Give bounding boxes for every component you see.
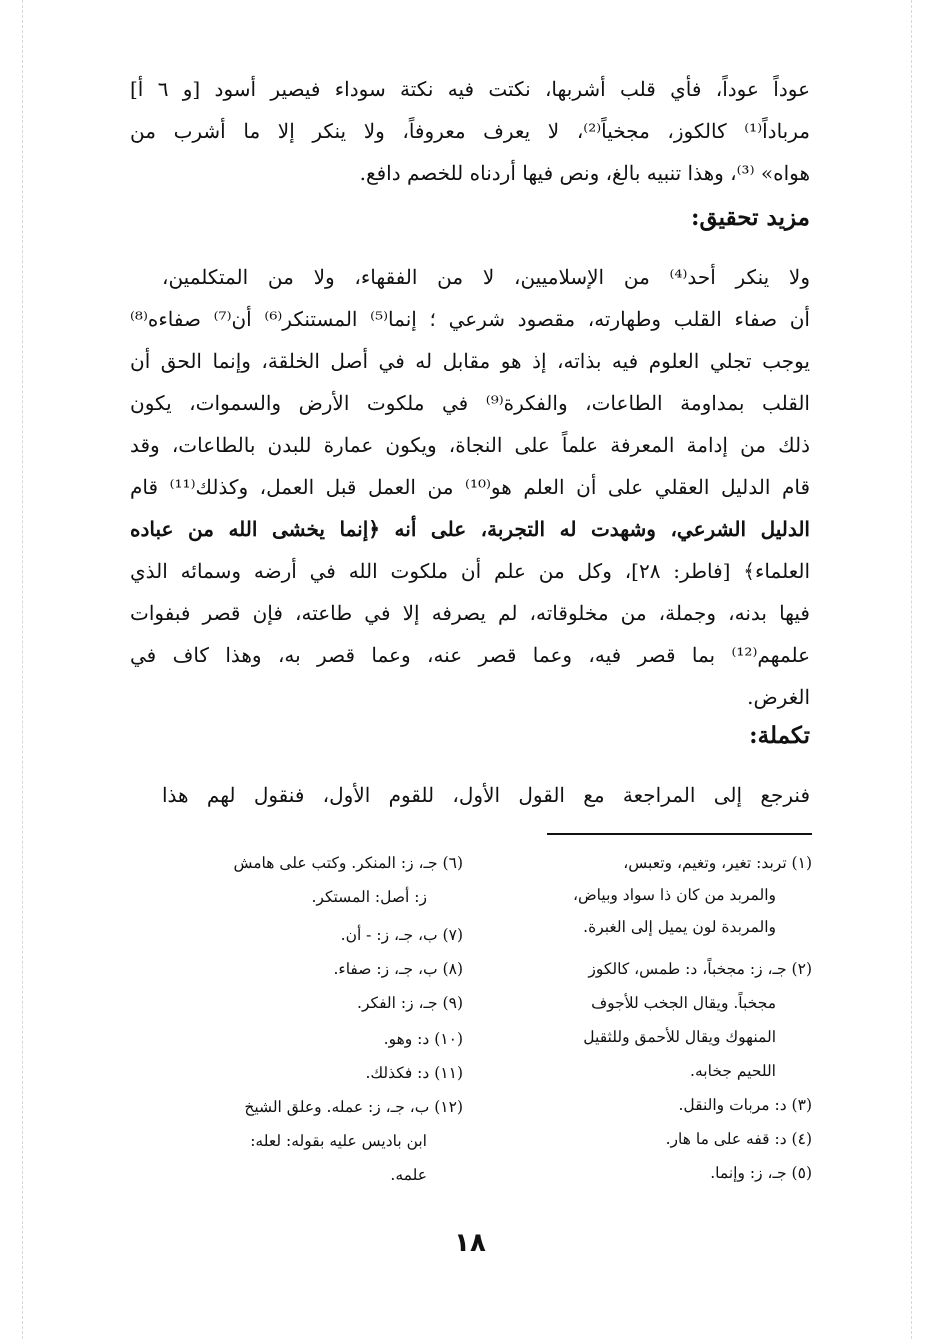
text-line: هواه» ⁽³⁾، وهذا تنبيه بالغ، ونص فيها أردناه للخصم دافع. (359, 161, 810, 185)
text-line: ذلك من إدامة المعرفة علماً على النجاة، ويكون عمارة للبدن بالطاعات، وقد (130, 433, 810, 457)
text-line: ولا ينكر أحد⁽⁴⁾ من الإسلاميين، لا من الفقهاء، ولا من المتكلمين، (162, 265, 810, 289)
page-number: ١٨ (454, 1228, 486, 1258)
footnote-line: علمه. (390, 1166, 427, 1184)
footnote-line: المنهوك ويقال للأحمق وللثقيل (583, 1028, 776, 1046)
left-margin-dots (22, 0, 23, 1339)
footnote-line: مجخباً. ويقال الجخب للأجوف (591, 994, 776, 1012)
text-line: عوداً عوداً، فأي قلب أشربها، نكتت فيه نكتة سوداء فيصير أسود [و ٦ أ] (130, 77, 811, 101)
footnote-line: (٣) د: مربات والنقل. (678, 1096, 812, 1114)
footnote-line: (١٠) د: وهو. (383, 1030, 463, 1048)
section-heading: تكملة: (749, 722, 810, 749)
text-line: فيها بدنه، وجملة، من مخلوقاته، لم يصرفه إلا في طاعته، فإن قصر فبفوات (130, 601, 810, 625)
footnote-line: والمربدة لون يميل إلى الغبرة. (583, 918, 776, 936)
section-heading: مزيد تحقيق: (691, 204, 810, 231)
text-line: علمهم⁽¹²⁾ بما قصر فيه، وعما قصر عنه، وعما قصر به، وهذا كاف في (130, 643, 810, 667)
text-line: قام الدليل العقلي على أن العلم هو⁽¹⁰⁾ من العمل قبل العمل، وكذلك⁽¹¹⁾ قام (130, 475, 810, 499)
footnote-line: ز: أصل: المستكر. (311, 888, 427, 906)
text-line: يوجب تجلي العلوم فيه بذاته، إذ هو مقابل له في أصل الخلقة، وإنما الحق أن (130, 349, 810, 373)
text-line: القلب بمداومة الطاعات، والفكرة⁽⁹⁾ في ملكوت الأرض والسموات، يكون (130, 391, 810, 415)
footnote-line: (٧) ب، جـ، ز: - أن. (340, 926, 463, 944)
right-margin-dots (911, 0, 912, 1339)
footnote-line: (٥) جـ، ز: وإنما. (710, 1164, 812, 1182)
footnote-line: ابن باديس عليه بقوله: لعله: (250, 1132, 427, 1150)
text-line: مرباداً⁽¹⁾ كالكوز، مجخياً⁽²⁾، لا يعرف معروفاً، ولا ينكر إلا ما أشرب من (130, 119, 810, 143)
text-line: فنرجع إلى المراجعة مع القول الأول، للقوم الأول، فنقول لهم هذا (162, 783, 810, 807)
text-line: أن صفاء القلب وطهارته، مقصود شرعي ؛ إنما⁽⁵⁾ المستنكر⁽⁶⁾ أن⁽⁷⁾ صفاءه⁽⁸⁾ (130, 307, 810, 331)
text-line: الغرض. (747, 685, 810, 709)
footnote-line: (١) تربد: تغير، وتغيم، وتعبس، (623, 854, 812, 872)
text-line: الدليل الشرعي، وشهدت له التجربة، على أنه ﴿إنما يخشى الله من عباده (130, 517, 810, 541)
footnote-line: (١١) د: فكذلك. (365, 1064, 463, 1082)
footnote-line: اللحيم جخابه. (690, 1062, 776, 1080)
text-line: العلماء﴾ [فاطر: ٢٨]، وكل من علم أن ملكوت الله في أرضه وسمائه الذي (130, 559, 810, 583)
footnote-line: والمربد من كان ذا سواد وبياض، (572, 886, 776, 904)
footnote-line: (٤) د: قفه على ما هار. (665, 1130, 812, 1148)
footnote-line: (٨) ب، جـ، ز: صفاء. (333, 960, 463, 978)
footnote-separator (547, 833, 812, 835)
footnote-line: (٩) جـ، ز: الفكر. (357, 994, 463, 1012)
footnote-line: (١٢) ب، جـ، ز: عمله. وعلق الشيخ (244, 1098, 463, 1116)
footnote-line: (٢) جـ، ز: مجخباً، د: طمس، كالكوز (588, 960, 812, 978)
footnote-line: (٦) جـ، ز: المنكر. وكتب على هامش (233, 854, 463, 872)
